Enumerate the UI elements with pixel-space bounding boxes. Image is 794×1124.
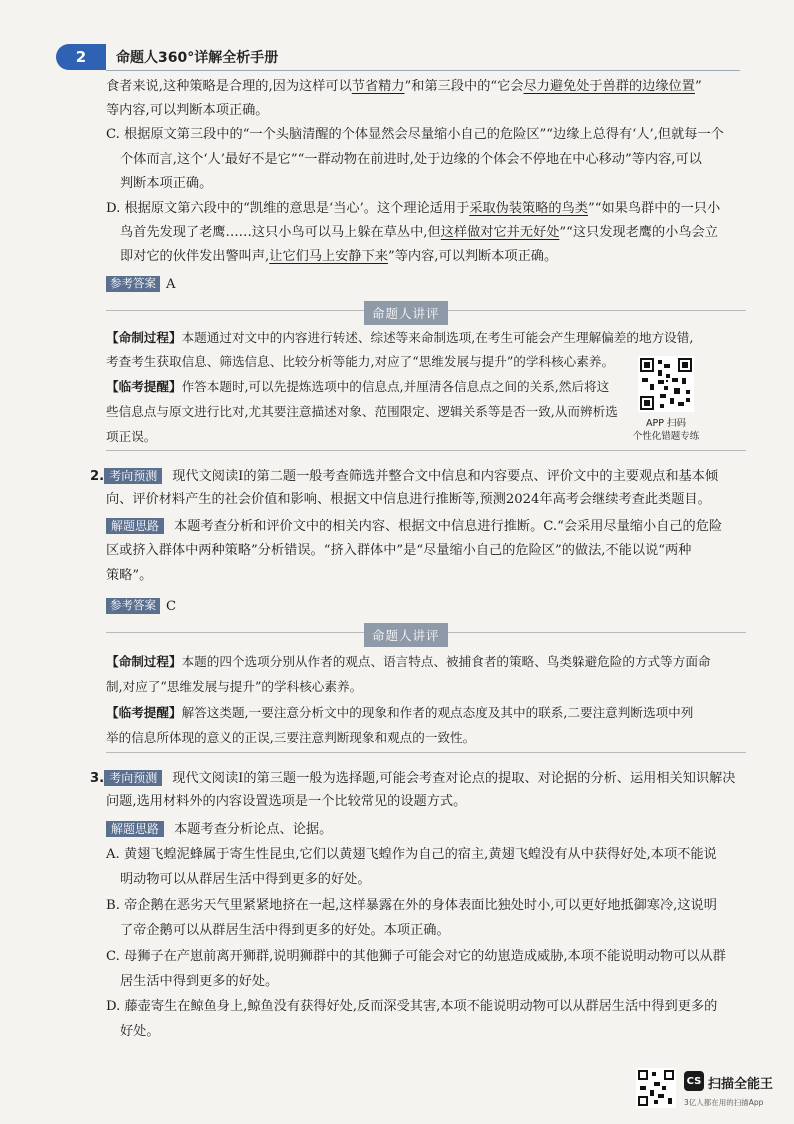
comment-banner: 命题人讲评 (364, 623, 448, 647)
answer-tag: 参考答案 (106, 276, 160, 292)
answer-value: C (166, 599, 177, 614)
option-c-line: C. 母狮子在产崽前离开狮群,说明狮群中的其他狮子可能会对它的幼崽造成威胁,本项不能说明动物可以从群 (106, 949, 726, 964)
comment-line: 举的信息所体现的意义的正误,三要注意判断现象和观点的一致性。 (106, 730, 476, 745)
comment-line: 考查考生获取信息、筛选信息、比较分析等能力,对应了“思维发展与提升”的学科核心素养。 (106, 354, 615, 369)
option-a-line: A. 黄翅飞蝗泥蜂属于寄生性昆虫,它们以黄翅飞蝗作为自己的宿主,黄翅飞蝗没有从中获得好处,本项不能说 (106, 847, 717, 862)
answer-row (106, 598, 176, 614)
book-title: 命题人360°详解全析手册 (116, 50, 279, 66)
option-d-line: D. 藤壶寄生在鲸鱼身上,鲸鱼没有获得好处,反而深受其害,本项不能说明动物可以从群居生活中得到更多的 (106, 999, 718, 1014)
option-a-line: 明动物可以从群居生活中得到更多的好处。 (120, 872, 371, 887)
comment-line: 【临考提醒】作答本题时,可以先提炼选项中的信息点,并厘清各信息点之间的关系,然后将这 (106, 379, 610, 394)
option-b-line: 了帝企鹅可以从群居生活中得到更多的好处。本项正确。 (120, 923, 450, 938)
option-d-line: D. 根据原文第六段中的“凯维的意思是‘当心’。这个理论适用于采取伪装策略的鸟类”“如果鸟群中的一只小 (106, 201, 721, 216)
scanner-app-name: 扫描全能王 (708, 1077, 774, 1092)
option-c-line: 居生活中得到更多的好处。 (120, 974, 279, 989)
qr-caption: APP 扫码 个性化错题专练 (632, 418, 700, 442)
forecast-tag: 考向预测 (104, 468, 162, 484)
scanner-tagline: 3亿人都在用的扫描App (684, 1098, 764, 1107)
text-line: 等内容,可以判断本项正确。 (106, 103, 269, 118)
answer-row (106, 276, 176, 292)
option-c-line: 判断本项正确。 (120, 176, 213, 191)
option-b-line: B. 帝企鹅在恶劣天气里紧紧地挤在一起,这样暴露在外的身体表面比独处时小,可以更好地抵御寒冷,这说明 (106, 898, 717, 913)
solution-line: 解题思路 本题考查分析论点、论据。 (106, 821, 332, 837)
camscanner-logo-icon: CS (684, 1071, 704, 1091)
answer-value: A (166, 277, 176, 292)
option-d-line: 即对它的伙伴发出警叫声,让它们马上安静下来”等内容,可以判断本项正确。 (120, 249, 558, 264)
comment-line: 【临考提醒】解答这类题,一要注意分析文中的现象和作者的观点态度及其中的联系,二要注意判断选项中列 (106, 705, 694, 720)
solution-tag: 解题思路 (106, 518, 164, 534)
comment-line: 项正误。 (106, 429, 157, 444)
page-number: 2 (56, 44, 106, 70)
question-3-line: 3. 考向预测 现代文阅读Ⅰ的第三题一般为选择题,可能会考查对论点的提取、对论据的分析、运用相关知识解决 (90, 771, 736, 786)
answer-tag: 参考答案 (106, 598, 160, 614)
option-c-line: C. 根据原文第三段中的“一个头脑清醒的个体显然会尽量缩小自己的危险区”“边缘上总得有‘人’,但就每一个 (106, 127, 724, 142)
solution-line: 解题思路 本题考查分析和评价文中的相关内容、根据文中信息进行推断。C.“会采用尽量缩小自己的危险 (106, 518, 722, 534)
option-c-line: 个体而言,这个‘人’最好不是它”“一群动物在前进时,处于边缘的个体会不停地在中心移动”等内容,可以 (120, 152, 702, 167)
comment-line: 制,对应了“思维发展与提升”的学科核心素养。 (106, 679, 363, 694)
question-2-line: 2. 考向预测 现代文阅读Ⅰ的第二题一般考查筛选并整合文中信息和内容要点、评价文中的主要观点和基本倾 (90, 469, 719, 484)
text-line: 食者来说,这种策略是合理的,因为这样可以节省精力”和第三段中的“它会尽力避免处于兽群的边缘位置” (106, 79, 702, 94)
question-3-line: 问题,选用材料外的内容设置选项是一个比较常见的设题方式。 (106, 794, 467, 809)
solution-line: 策略”。 (106, 568, 153, 583)
comment-line: 些信息点与原文进行比对,尤其要注意描述对象、范围限定、逻辑关系等是否一致,从而辨析选 (106, 404, 618, 419)
comment-line: 【命制过程】本题通过对文中的内容进行转述、综述等来命制选项,在考生可能会产生理解偏差的地方设错, (106, 330, 694, 345)
header-divider (106, 70, 740, 71)
solution-tag: 解题思路 (106, 821, 164, 837)
page-header (56, 44, 278, 70)
option-d-line: 好处。 (120, 1024, 160, 1039)
comment-banner: 命题人讲评 (364, 301, 448, 325)
option-d-line: 鸟首先发现了老鹰……这只小鸟可以马上躲在草丛中,但这样做对它并无好处”“这只发现老鹰的小鸟会立 (120, 225, 718, 240)
solution-line: 区或挤入群体中两种策略”分析错误。“挤入群体中”是“尽量缩小自己的危险区”的做法,不能以说“两种 (106, 543, 692, 558)
scanner-qr-icon[interactable] (636, 1068, 676, 1108)
comment-line: 【命制过程】本题的四个选项分别从作者的观点、语言特点、被捕食者的策略、鸟类躲避危险的方式等方面命 (106, 654, 711, 669)
comment-divider (106, 450, 746, 451)
comment-divider (106, 752, 746, 753)
qr-code-icon[interactable] (638, 356, 694, 412)
question-2-line: 向、评价材料产生的社会价值和影响、根据文中信息进行推断等,预测2024年高考会继续考查此类题目。 (106, 492, 711, 507)
forecast-tag: 考向预测 (104, 770, 162, 786)
